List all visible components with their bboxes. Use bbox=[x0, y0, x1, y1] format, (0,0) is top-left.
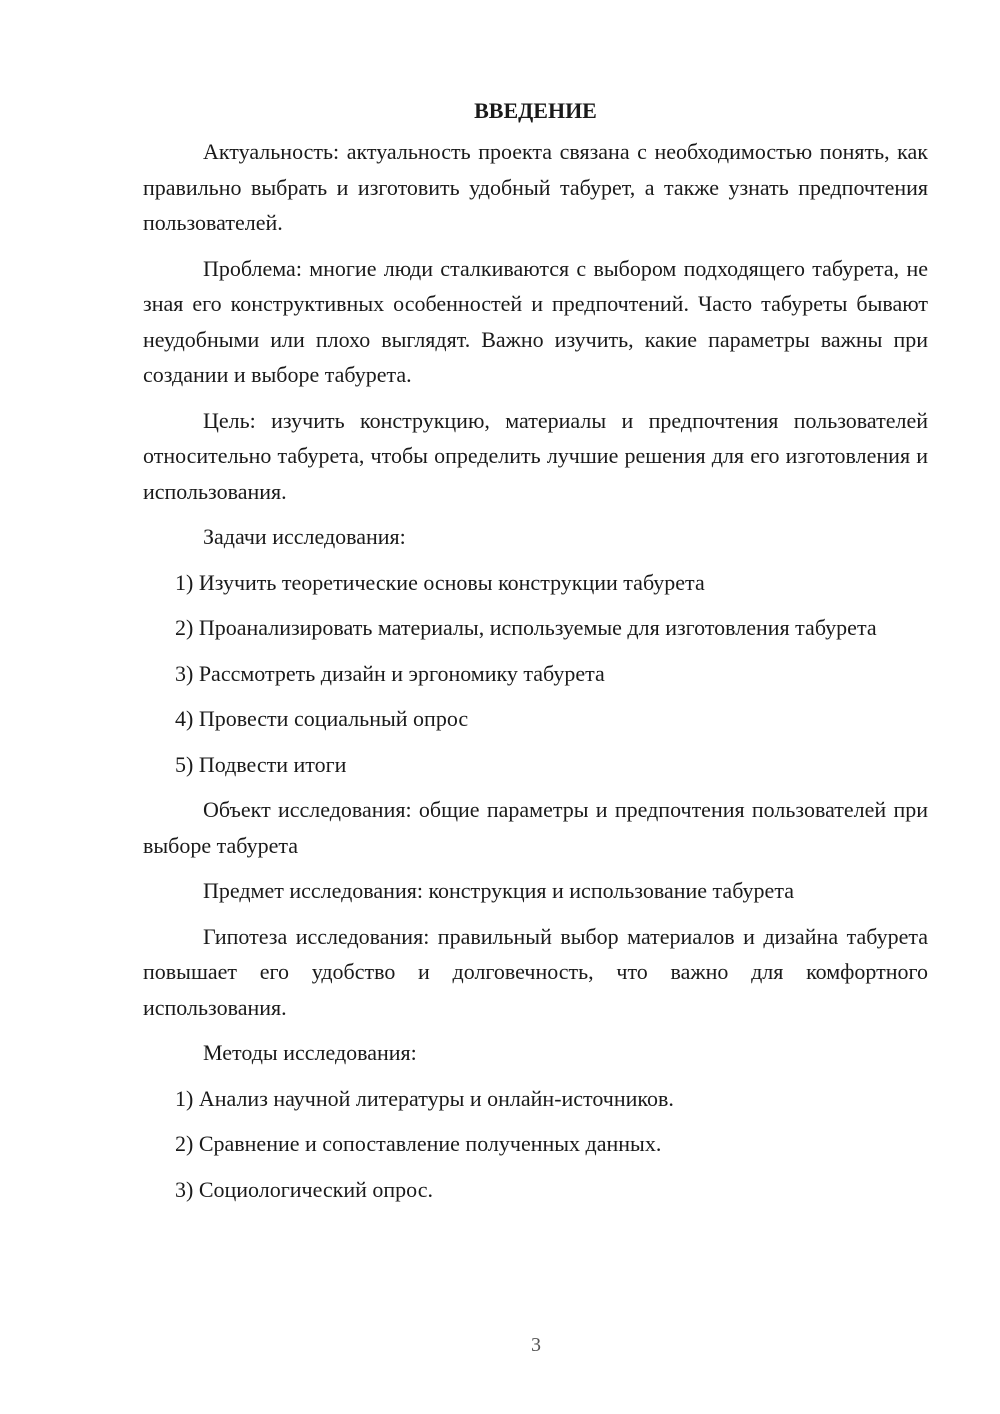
methods-heading: Методы исследования: bbox=[203, 1040, 417, 1065]
subject-paragraph: Предмет исследования: конструкция и использование табурета bbox=[203, 878, 794, 903]
relevance-paragraph: Актуальность: актуальность проекта связана с необходимостью понять, как правильно выбрать и изготовить удобный табурет, а также узнать предпочтения пользователей. bbox=[143, 139, 928, 235]
problem-paragraph: Проблема: многие люди сталкиваются с выбором подходящего табурета, не зная его конструктивных особенностей и предпочтений. Часто табуреты бывают неудобными или плохо выглядят. Важно изучить, какие параметры важны при создании и выборе табурета. bbox=[143, 255, 928, 387]
task-item-3: 3) Рассмотреть дизайн и эргономику табурета bbox=[175, 660, 605, 686]
task-item-4: 4) Провести социальный опрос bbox=[175, 706, 469, 731]
goal-paragraph: Цель: изучить конструкцию, материалы и предпочтения пользователей относительно табурета, чтобы определить лучшие решения для его изготовления и использования. bbox=[143, 407, 928, 504]
page-number: 3 bbox=[531, 1334, 541, 1356]
object-paragraph: Объект исследования: общие параметры и предпочтения пользователей при выборе табурета bbox=[143, 797, 928, 858]
page-title: ВВЕДЕНИЕ bbox=[474, 98, 597, 123]
tasks-heading: Задачи исследования: bbox=[203, 524, 406, 549]
hypothesis-paragraph: Гипотеза исследования: правильный выбор материалов и дизайна табурета повышает его удобство и долговечность, что важно для комфортного использования. bbox=[143, 923, 928, 1020]
method-item-1: 1) Анализ научной литературы и онлайн-источников. bbox=[175, 1085, 674, 1111]
document-page bbox=[143, 96, 928, 1217]
task-item-2: 2) Проанализировать материалы, используемые для изготовления табурета bbox=[175, 615, 877, 640]
task-item-1: 1) Изучить теоретические основы конструкции табурета bbox=[175, 569, 705, 595]
method-item-3: 3) Социологический опрос. bbox=[175, 1176, 433, 1202]
method-item-2: 2) Сравнение и сопоставление полученных данных. bbox=[175, 1131, 662, 1156]
task-item-5: 5) Подвести итоги bbox=[175, 751, 347, 777]
